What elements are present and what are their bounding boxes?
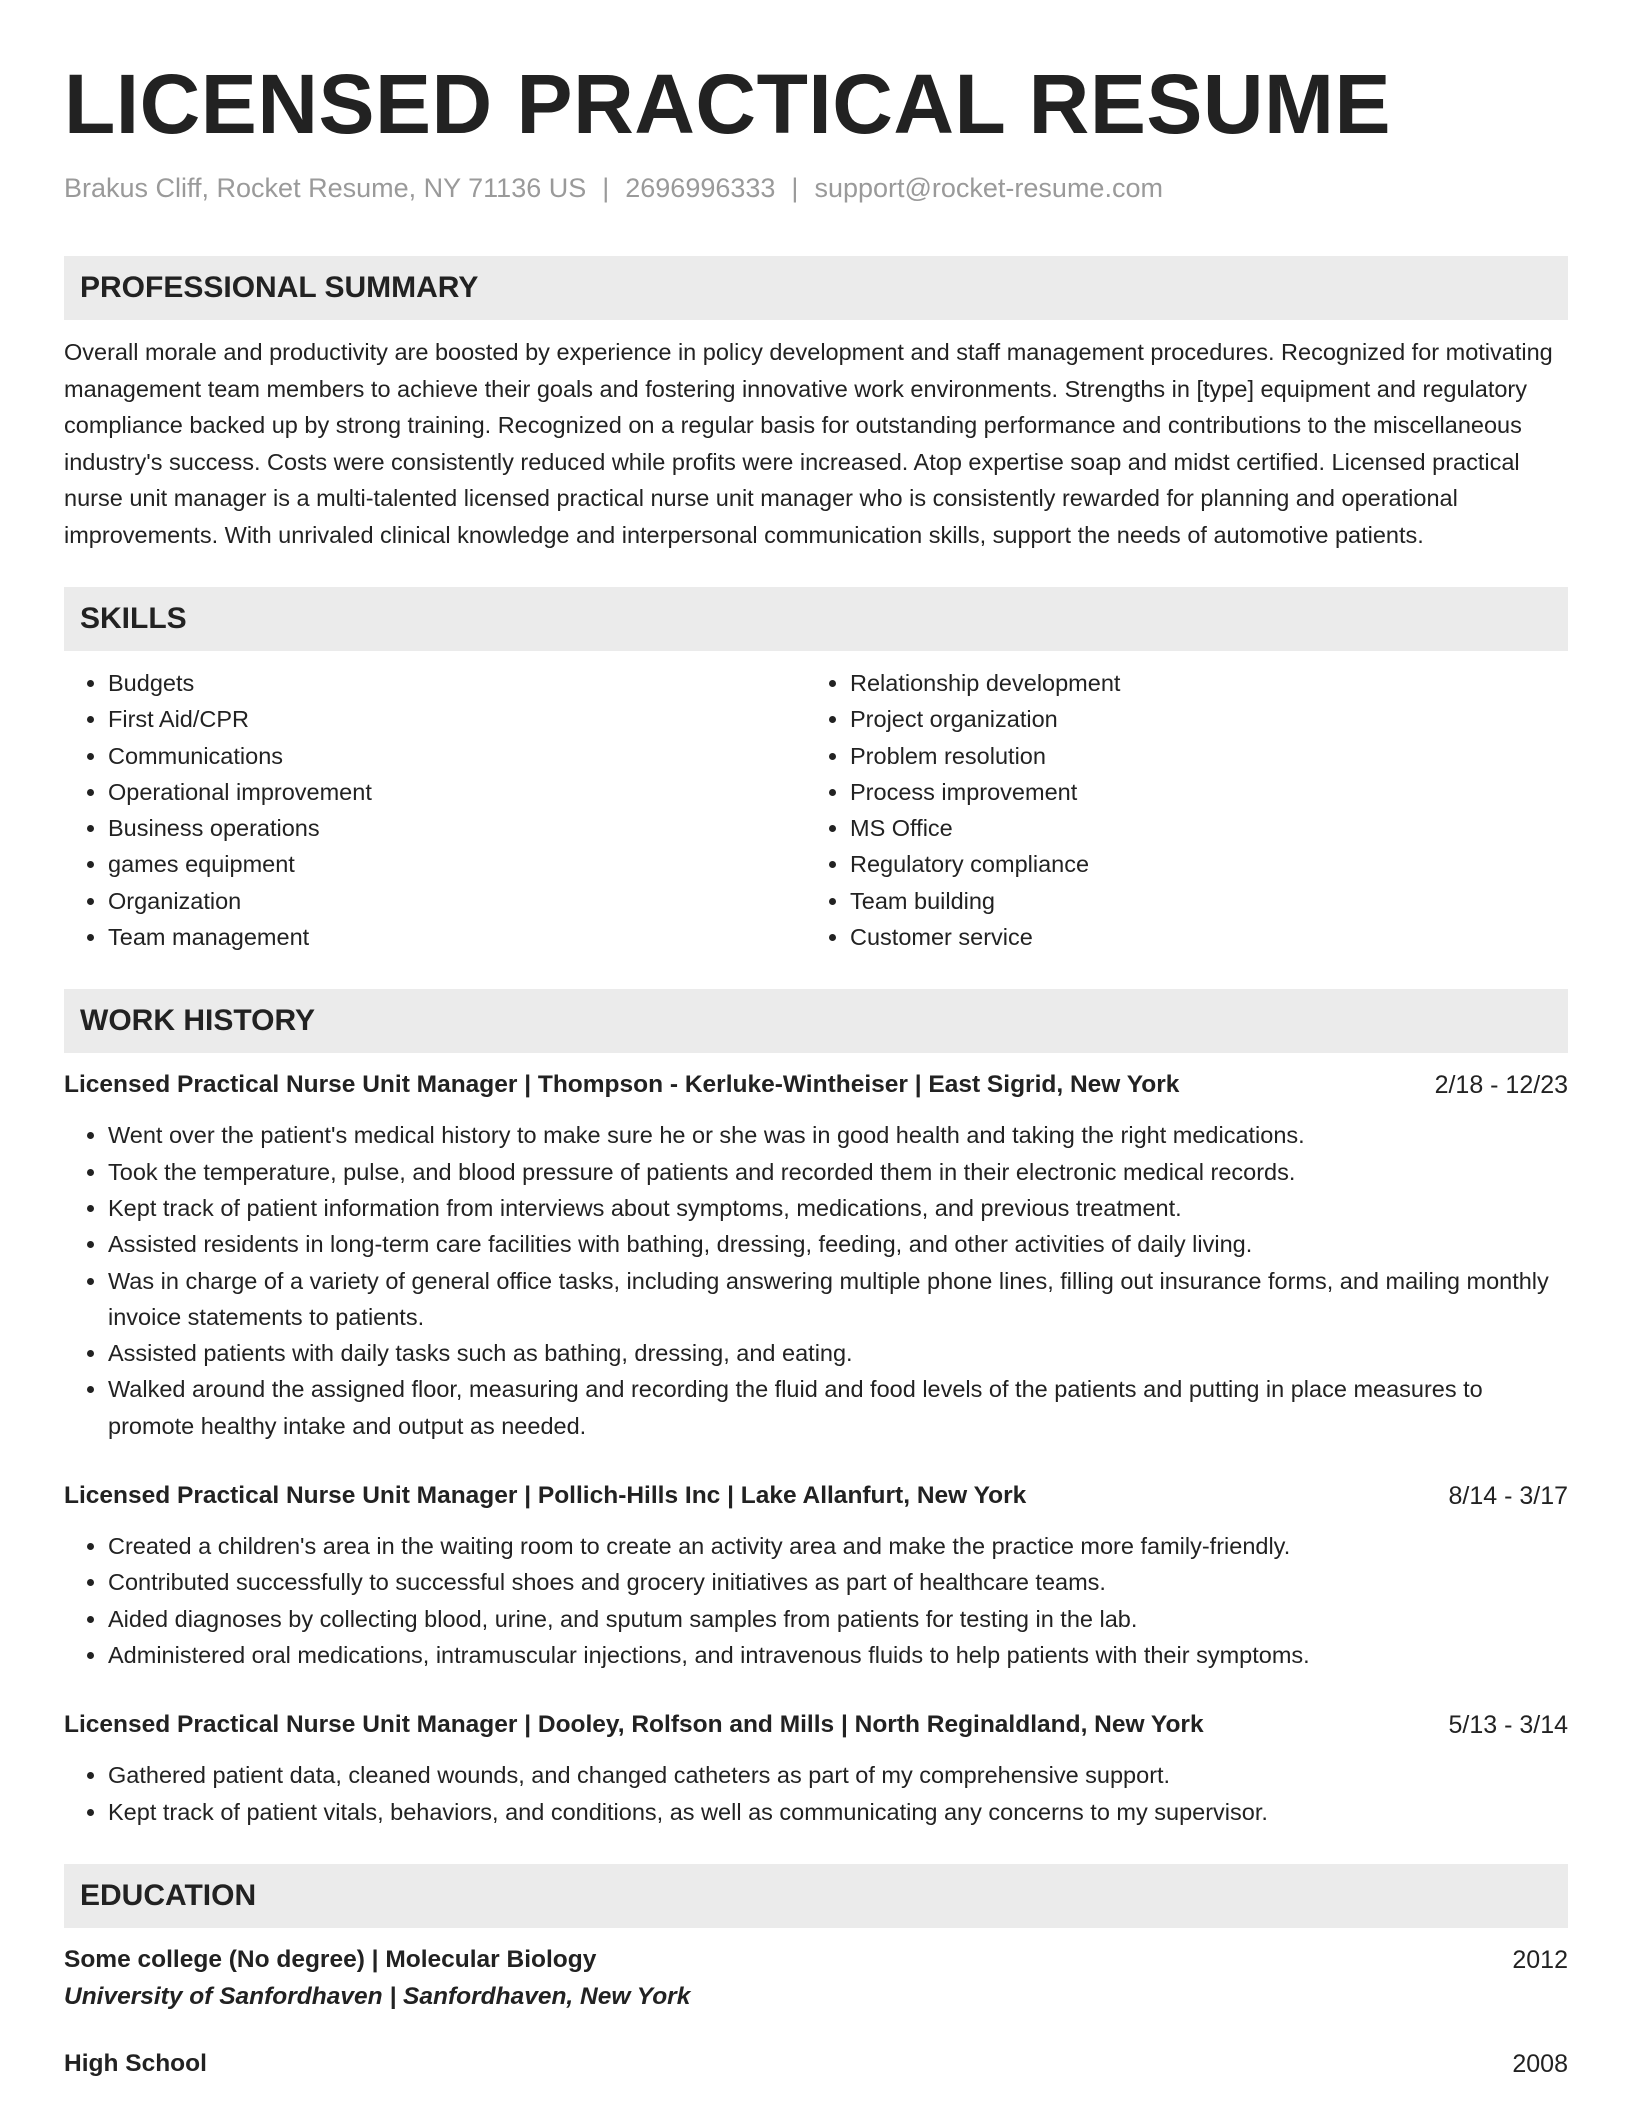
job-bullet: • Contributed successfully to successful shoes and grocery initiatives as part of healthcare teams. xyxy=(108,1564,1568,1600)
job-bullet: • Assisted patients with daily tasks such as bathing, dressing, and eating. xyxy=(108,1335,1568,1371)
skill-item: • Business operations xyxy=(108,810,806,846)
skill-item: • games equipment xyxy=(108,846,806,882)
education-school: University of Sanfordhaven | Sanfordhaven, New York xyxy=(64,1982,691,2010)
job-entry xyxy=(64,1478,1568,1673)
education-year: 2008 xyxy=(1512,2049,1568,2078)
skill-item: • Problem resolution xyxy=(850,738,1548,774)
job-bullet: • Walked around the assigned floor, measuring and recording the fluid and food levels of the patients and putting in place measures to promote healthy intake and output as needed. xyxy=(108,1371,1568,1444)
skill-item: • Customer service xyxy=(850,919,1548,955)
job-bullet: • Went over the patient's medical history to make sure he or she was in good health and taking the right medications. xyxy=(108,1117,1568,1153)
summary-text: Overall morale and productivity are boosted by experience in policy development and staff management procedures. Recognized for motivating management team members to achieve their goals and fostering innovative work environments. Strengths in [type] equipment and regulatory compliance backed up by strong training. Recognized on a regular basis for outstanding performance and contributions to the miscellaneous industry's success. Costs were consistently reduced while profits were increased. Atop expertise soap and midst certified. Licensed practical nurse unit manager is a multi-talented licensed practical nurse unit manager who is consistently rewarded for planning and operational improvements. With unrivaled clinical knowledge and interpersonal communication skills, support the needs of automotive patients. xyxy=(64,339,1553,548)
job-bullet: • Aided diagnoses by collecting blood, urine, and sputum samples from patients for testing in the lab. xyxy=(108,1601,1568,1637)
job-bullet: • Took the temperature, pulse, and blood pressure of patients and recorded them in their electronic medical records. xyxy=(108,1154,1568,1190)
section-header-education: EDUCATION xyxy=(64,1864,1568,1928)
education-degree: High School xyxy=(64,2049,207,2077)
education-entry xyxy=(64,2046,1568,2082)
contact-line xyxy=(64,170,1568,206)
contact-phone: 2696996333 xyxy=(625,173,776,203)
job-bullet: • Kept track of patient information from interviews about symptoms, medications, and previous treatment. xyxy=(108,1190,1568,1226)
education-year: 2012 xyxy=(1512,1945,1568,1974)
job-bullet: • Assisted residents in long-term care facilities with bathing, dressing, feeding, and other activities of daily living. xyxy=(108,1226,1568,1262)
skill-item: • Communications xyxy=(108,738,806,774)
skill-item: • Team management xyxy=(108,919,806,955)
skills-column-left xyxy=(64,665,806,955)
job-header xyxy=(64,1707,1568,1743)
skill-item: • First Aid/CPR xyxy=(108,701,806,737)
education-header xyxy=(64,2046,1568,2082)
job-title: Licensed Practical Nurse Unit Manager | Dooley, Rolfson and Mills | North Reginaldland, New York xyxy=(64,1711,1204,1739)
skill-item: • Budgets xyxy=(108,665,806,701)
skill-item: • Organization xyxy=(108,883,806,919)
job-bullet: • Administered oral medications, intramuscular injections, and intravenous fluids to help patients with their symptoms. xyxy=(108,1637,1568,1673)
section-header-summary: PROFESSIONAL SUMMARY xyxy=(64,256,1568,320)
contact-address: Brakus Cliff, Rocket Resume, NY 71136 US xyxy=(64,173,587,203)
job-bullet: • Created a children's area in the waiting room to create an activity area and make the practice more family-friendly. xyxy=(108,1528,1568,1564)
job-entry xyxy=(64,1067,1568,1444)
contact-separator: | xyxy=(791,173,799,203)
resume-title: LICENSED PRACTICAL RESUME xyxy=(64,57,1392,151)
job-dates: 5/13 - 3/14 xyxy=(1448,1711,1568,1740)
skill-item: • Relationship development xyxy=(850,665,1548,701)
job-bullets xyxy=(64,1528,1568,1673)
resume-page xyxy=(64,0,1568,2082)
education-header xyxy=(64,1942,1568,1978)
education-degree: Some college (No degree) | Molecular Biology xyxy=(64,1945,597,1973)
skill-item: • Regulatory compliance xyxy=(850,846,1548,882)
skills-list xyxy=(64,665,1568,955)
skills-column-right xyxy=(806,665,1548,955)
job-title: Licensed Practical Nurse Unit Manager | Thompson - Kerluke-Wintheiser | East Sigrid, New York xyxy=(64,1071,1180,1099)
section-header-work-history: WORK HISTORY xyxy=(64,989,1568,1053)
job-header xyxy=(64,1478,1568,1514)
job-dates: 8/14 - 3/17 xyxy=(1448,1482,1568,1511)
job-entry xyxy=(64,1707,1568,1830)
contact-separator: | xyxy=(602,173,610,203)
job-header xyxy=(64,1067,1568,1103)
job-bullets xyxy=(64,1117,1568,1444)
skill-item: • Operational improvement xyxy=(108,774,806,810)
skill-item: • MS Office xyxy=(850,810,1548,846)
job-dates: 2/18 - 12/23 xyxy=(1434,1071,1568,1100)
job-title: Licensed Practical Nurse Unit Manager | Pollich-Hills Inc | Lake Allanfurt, New York xyxy=(64,1482,1027,1510)
job-bullets xyxy=(64,1757,1568,1830)
section-header-skills: SKILLS xyxy=(64,587,1568,651)
skill-item: • Process improvement xyxy=(850,774,1548,810)
job-bullet: • Gathered patient data, cleaned wounds, and changed catheters as part of my comprehensive support. xyxy=(108,1757,1568,1793)
education-entry xyxy=(64,1942,1568,2016)
contact-email: support@rocket-resume.com xyxy=(814,173,1163,203)
skill-item: • Project organization xyxy=(850,701,1548,737)
job-bullet: • Was in charge of a variety of general office tasks, including answering multiple phone lines, filling out insurance forms, and mailing monthly invoice statements to patients. xyxy=(108,1263,1568,1336)
job-bullet: • Kept track of patient vitals, behaviors, and conditions, as well as communicating any concerns to my supervisor. xyxy=(108,1794,1568,1830)
skill-item: • Team building xyxy=(850,883,1548,919)
